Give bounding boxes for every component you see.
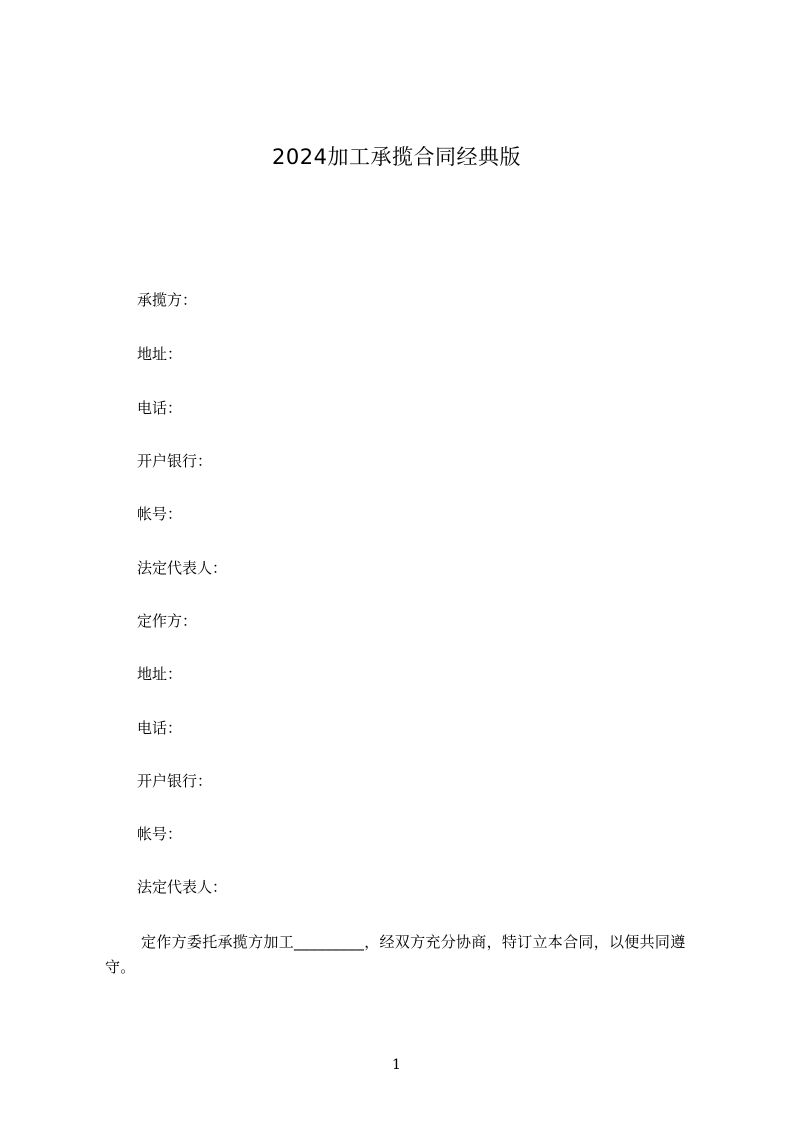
client-legal-rep-label: 法定代表人：	[137, 878, 228, 896]
client-phone-label: 电话：	[137, 719, 183, 737]
page-number: 1	[392, 1057, 401, 1073]
client-address-label: 地址：	[137, 665, 183, 683]
contractor-party-label: 承揽方：	[137, 291, 198, 309]
intro-paragraph: 定作方委托承揽方加工_________，经双方充分协商，特订立本合同，以便共同遵守。	[105, 933, 686, 976]
contractor-phone-label: 电话：	[137, 399, 183, 417]
client-bank-label: 开户银行：	[137, 772, 213, 790]
contractor-bank-label: 开户银行：	[137, 452, 213, 470]
contractor-address-label: 地址：	[137, 345, 183, 363]
client-party-label: 定作方：	[137, 612, 198, 630]
contractor-legal-rep-label: 法定代表人：	[137, 559, 228, 577]
contractor-account-label: 帐号：	[137, 505, 183, 523]
client-account-label: 帐号：	[137, 825, 183, 843]
document-title: 2024加工承揽合同经典版	[272, 145, 521, 169]
